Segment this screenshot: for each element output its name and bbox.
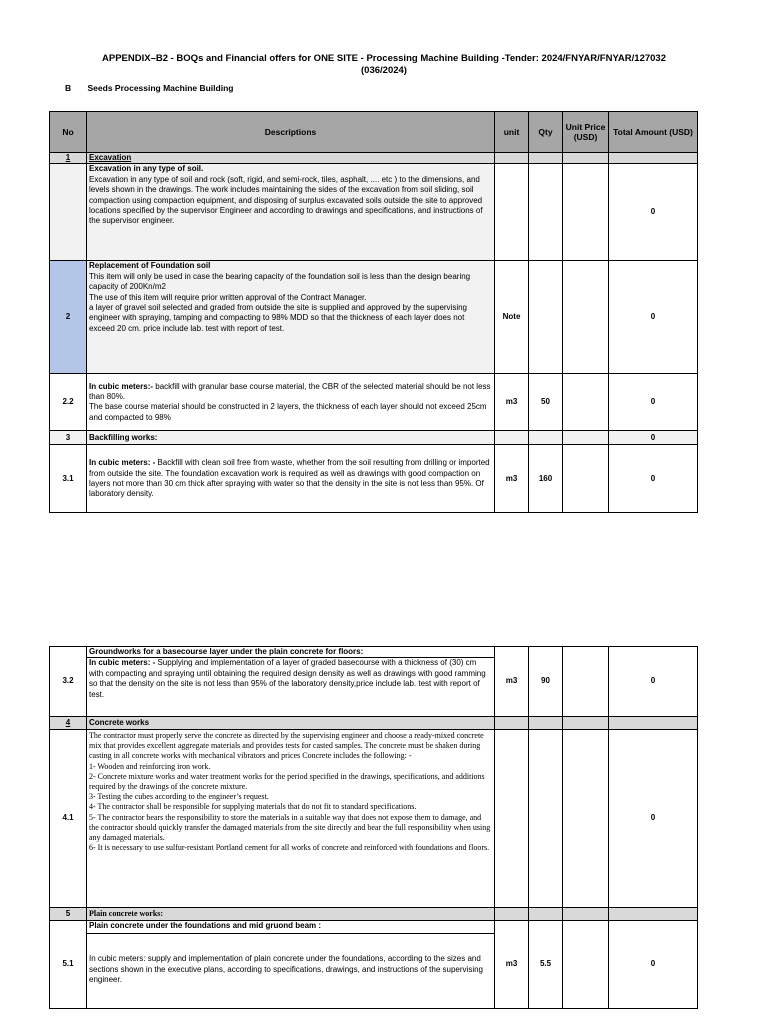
section-letter: B [65, 83, 72, 93]
table-row [50, 445, 698, 513]
document-title [0, 53, 768, 77]
item-number: 5 [50, 908, 87, 921]
title-line-1: APPENDIX–B2 - BOQs and Financial offers for ONE SITE - Processing Machine Building -Tender: 2024/FNYAR/FNYAR/127032 [102, 53, 666, 64]
unit-cell: m3 [495, 374, 529, 431]
item-lead: In cubic meters:- [89, 381, 154, 391]
item-description: In cubic meters: supply and implementation of plain concrete under the foundations, according to the sizes and sections shown in the executive plans, according to specifications, drawings, and instructions of the supervising engineer. [89, 954, 483, 985]
col-unit: unit [495, 112, 529, 153]
table-row [50, 908, 698, 921]
list-item: 1- Wooden and reinforcing iron work. [89, 761, 211, 771]
table-row [50, 717, 698, 730]
item-description: Supplying and implementation of a layer of graded basecourse with a thickness of (30) cm with compacting and spraying until obtaining the required design density as well as drawings with good ramming so that the density on the site is not less than 95% of the laboratory density,price include lab. test with report of test. [89, 658, 486, 699]
item-number: 2 [50, 261, 87, 374]
item-subtitle: Excavation in any type of soil. [89, 164, 204, 174]
header-row [50, 112, 698, 153]
item-number: 4.1 [50, 730, 87, 908]
total-amount: 0 [609, 647, 698, 717]
item-description: a layer of gravel soil selected and graded from outside the site is supplied and approved by the supervising engineer with spraying, tamping and compacting to 98% MDD so that the thickness of each layer does not exceed 20 cm. price include lab. test with report of test. [89, 303, 468, 333]
total-amount: 0 [609, 730, 698, 908]
item-title: Plain concrete works: [87, 908, 495, 921]
col-descriptions: Descriptions [87, 112, 495, 153]
boq-table-1 [49, 111, 698, 513]
item-title: Concrete works [87, 717, 495, 730]
item-number: 3.2 [50, 647, 87, 717]
section-heading [65, 83, 233, 93]
col-total-amount: Total Amount (USD) [609, 112, 698, 153]
table-row [50, 431, 698, 445]
item-description: The base course material should be constructed in 2 layers, the thickness of each layer should not exceed 25cm and compacted to 98% [89, 402, 487, 422]
total-amount: 0 [609, 164, 698, 261]
list-item: 5- The contractor bears the responsibility to store the materials in a suitable way that does not expose them to damage, and the contractor should quickly transfer the damaged materials from the site directly and bear the full responsibility when using any damaged materials. [89, 812, 491, 843]
list-item: 4- The contractor shall be responsible for supplying materials that do not fit to standard specifications. [89, 802, 417, 812]
item-number: 5.1 [50, 921, 87, 1009]
list-item: 6- It is necessary to use sulfur-resistant Portland cement for all works of concrete and reinforced with foundations and floors. [89, 843, 490, 853]
col-qty: Qty [529, 112, 563, 153]
item-description: Excavation in any type of soil and rock (soft, rigid, and semi-rock, tiles, asphalt, .... etc ) to the dimensions, and levels shown in the drawings. The work includes maintaining the sides of the excavation from soil sliding, soil compaction using compaction equipment, and disposing of surplus excavated soils outside the site to approved locations specified by the supervisor Engineer and according to drawings and specifications, and instructions of the supervisor engineer. [89, 174, 483, 226]
table-row [50, 261, 698, 374]
item-title: Backfilling works: [87, 431, 495, 445]
qty-cell: 90 [529, 647, 563, 717]
item-title: Excavation [89, 153, 132, 162]
table-row [50, 730, 698, 908]
item-description: The contractor must properly serve the concrete as directed by the supervising engineer and choose a ready-mixed concrete mix that provides excellent aggregate materials and provides tests for casted samples. The concrete must be shaken during casting in all concrete works with mechanical vibrators and prices Concrete includes the following: - [89, 731, 484, 761]
table-row [50, 153, 698, 164]
unit-cell: m3 [495, 921, 529, 1009]
item-lead: In cubic meters: - [89, 658, 156, 668]
qty-cell: 50 [529, 374, 563, 431]
list-item: 2- Concrete mixture works and water treatment works for the period specified in the drawings, specifications, and additions required by the drawings of the concrete mixture. [89, 771, 485, 792]
boq-table-2 [49, 646, 698, 1009]
col-no: No [50, 112, 87, 153]
item-number: 2.2 [50, 374, 87, 431]
item-description: The use of this item will require prior written approval of the Contract Manager. [89, 292, 367, 302]
item-subtitle: Groundworks for a basecourse layer under the plain concrete for floors: [87, 647, 494, 658]
total-amount: 0 [609, 921, 698, 1009]
item-description: Backfill with clean soil free from waste, whether from the soil resulting from drilling or imported from outside the site. The foundation excavation work is required as well as drawings with good compaction on layers not more than 30 cm thick after spraying with water so that the density in the site is not less than 95%. Of laboratory density. [89, 458, 490, 499]
total-amount: 0 [609, 431, 698, 445]
total-amount: 0 [609, 261, 698, 374]
section-name: Seeds Processing Machine Building [87, 83, 234, 93]
total-amount: 0 [609, 445, 698, 513]
col-unit-price: Unit Price (USD) [563, 112, 609, 153]
item-subtitle: Replacement of Foundation soil [89, 261, 211, 271]
list-item: 3- Testing the cubes according to the engineer’s request. [89, 792, 269, 802]
total-amount: 0 [609, 374, 698, 431]
title-line-2: (036/2024) [361, 65, 407, 76]
item-description: backfill with granular base course material, the CBR of the selected material should be not less than 80%. [89, 381, 491, 401]
unit-cell: Note [495, 261, 529, 374]
item-number: 1 [65, 153, 71, 162]
qty-cell: 160 [529, 445, 563, 513]
item-description: This item will only be used in case the bearing capacity of the foundation soil is less than the design bearing capacity of 200Kn/m2 [89, 271, 471, 292]
item-number: 3 [50, 431, 87, 445]
table-row [50, 164, 698, 261]
unit-cell: m3 [495, 445, 529, 513]
table-row [50, 647, 698, 717]
item-number: 3.1 [50, 445, 87, 513]
unit-cell: m3 [495, 647, 529, 717]
item-subtitle: Plain concrete under the foundations and mid gruond beam : [87, 921, 494, 934]
item-lead: In cubic meters: - [89, 458, 156, 468]
table-row [50, 921, 698, 1009]
table-row [50, 374, 698, 431]
item-number: 4 [65, 717, 71, 727]
qty-cell: 5.5 [529, 921, 563, 1009]
